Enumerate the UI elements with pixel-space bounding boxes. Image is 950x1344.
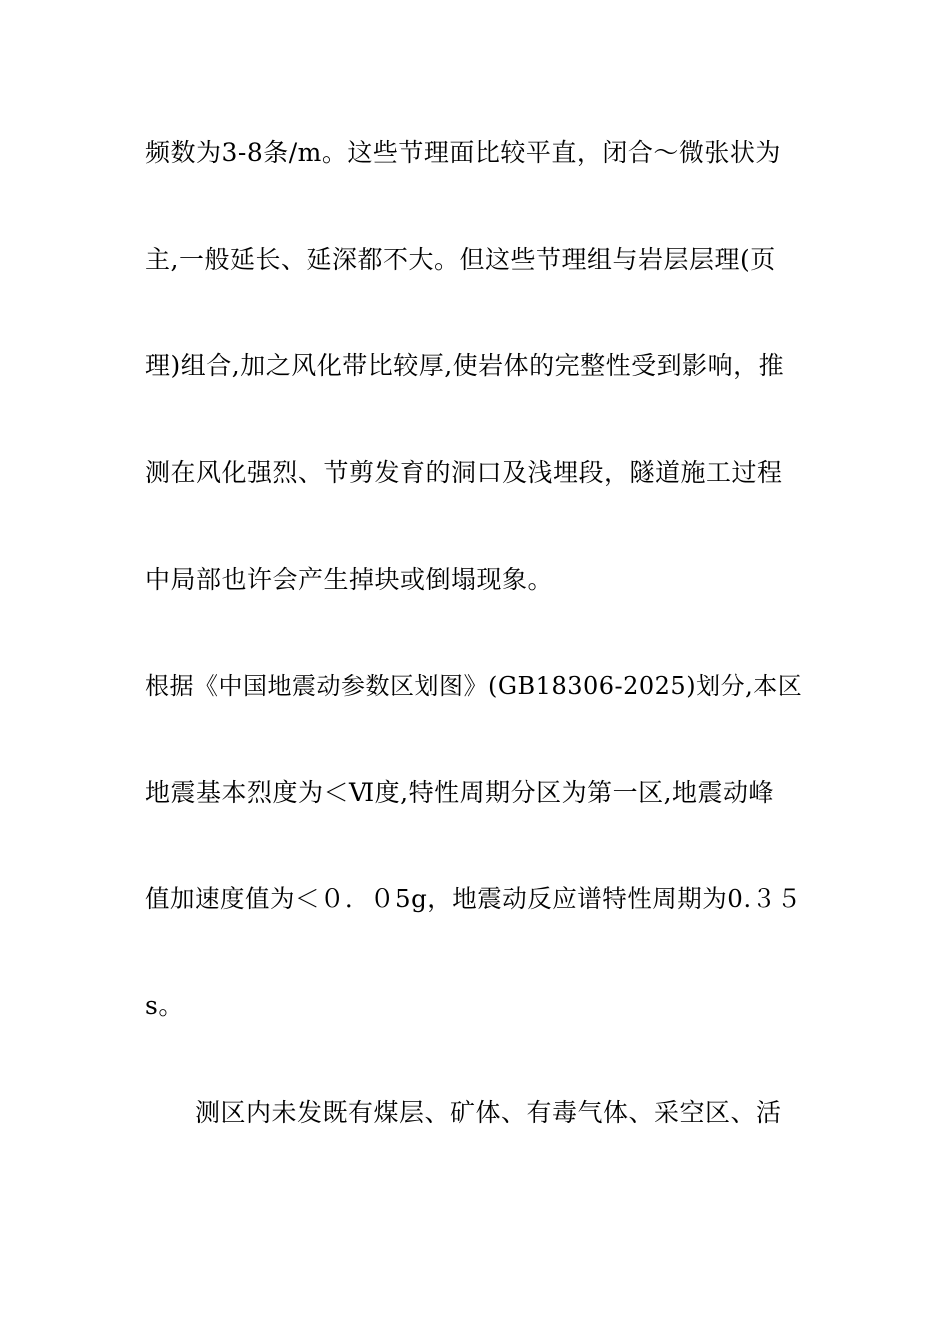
text-line-2: 主,一般延长、延深都不大。但这些节理组与岩层层理(页: [145, 245, 776, 274]
text-line-6: 根据《中国地震动参数区划图》(GB18306-2025)划分,本区: [145, 672, 803, 700]
text-line-5: 中局部也许会产生掉块或倒塌现象。: [145, 565, 554, 594]
text-line-8: 值加速度值为＜０．０5g，地震动反应谱特性周期为0.３５: [145, 884, 802, 913]
text-line-10: 测区内未发既有煤层、矿体、有毒气体、采空区、活: [195, 1098, 782, 1127]
text-line-3: 理)组合,加之风化带比较厚,使岩体的完整性受到影响，推: [145, 351, 785, 380]
text-line-9: s。: [145, 991, 184, 1020]
text-line-7: 地震基本烈度为＜Ⅵ度,特性周期分区为第一区,地震动峰: [145, 778, 775, 807]
text-line-4: 测在风化强烈、节剪发育的洞口及浅埋段，隧道施工过程: [145, 458, 783, 487]
text-line-1: 频数为3-8条/m。这些节理面比较平直，闭合～微张状为: [145, 138, 781, 167]
